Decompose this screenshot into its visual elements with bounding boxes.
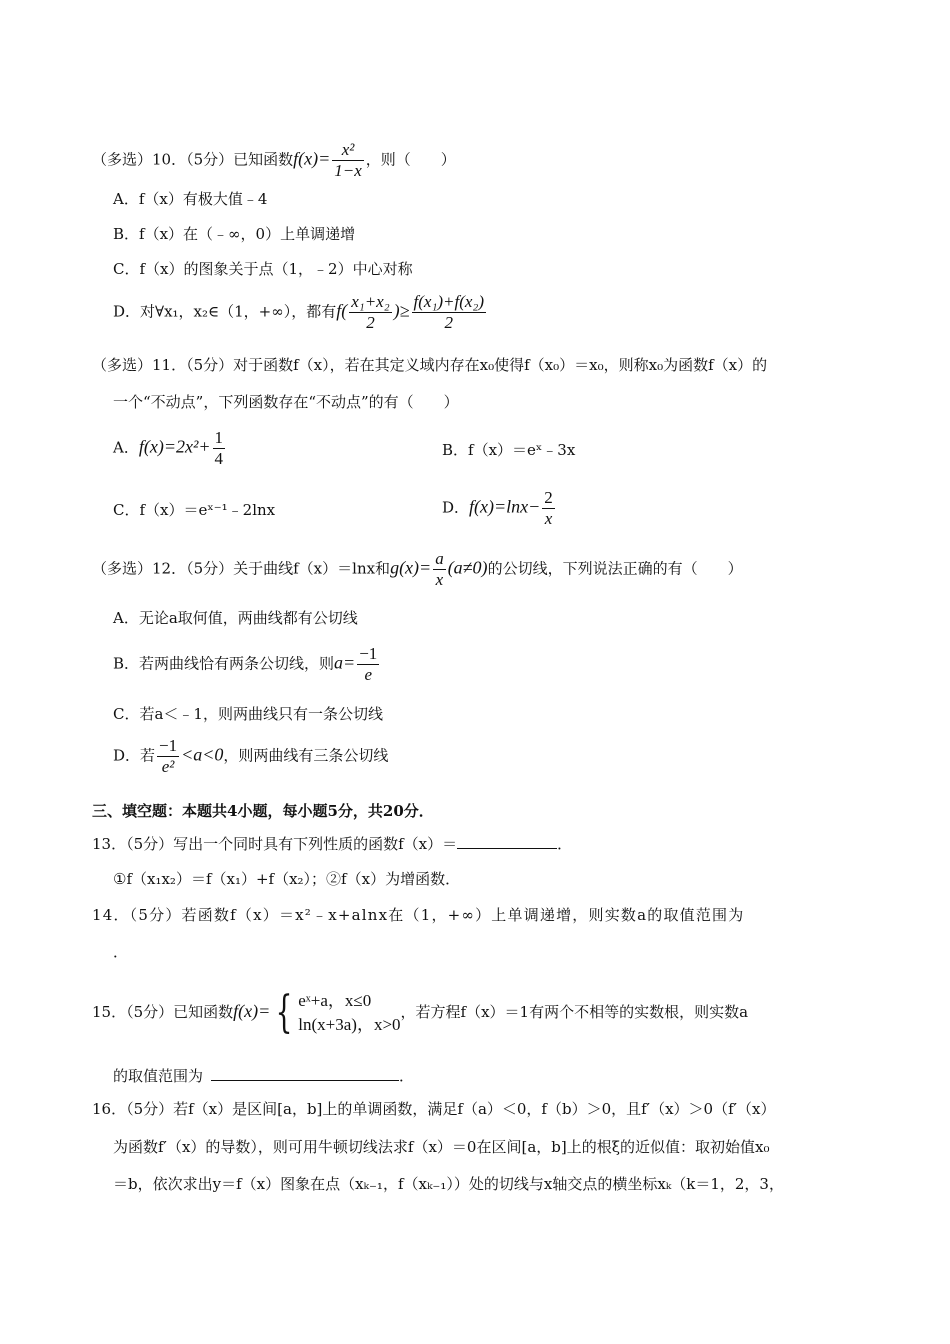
- section-3-heading: 三、填空题：本题共4小题，每小题5分，共20分．: [92, 802, 434, 820]
- q12-option-b-expr: a=: [334, 652, 356, 673]
- q15-suffix: ，若方程f（x）＝1有两个不相等的实数根，则实数a: [400, 1003, 749, 1021]
- q11-option-a: [113, 428, 227, 469]
- q10-option-b: B．f（x）在（﹣∞，0）上单调递增: [113, 225, 356, 243]
- q10-option-d-frac1: [349, 292, 391, 333]
- q10-prefix: （多选）10．（5分）已知函数: [92, 150, 294, 169]
- q16-line3: ＝b，依次求出y＝f（x）图象在点（xₖ₋₁，f（xₖ₋₁））处的切线与x轴交点的横坐标xₖ（k＝1，2，3，: [113, 1175, 784, 1193]
- q11-option-a-num: 1: [214, 428, 224, 447]
- q12-option-d-frac: [157, 736, 179, 777]
- q11-option-d-frac: [542, 488, 555, 529]
- q12-prefix: （多选）12．（5分）关于曲线f（x）＝lnx和: [92, 559, 391, 578]
- q11-option-d-den: x: [544, 509, 553, 528]
- q10-fraction: [332, 140, 364, 181]
- q15-end: ．: [399, 1067, 415, 1085]
- q12-stem: [92, 549, 743, 590]
- q15-case1: eˣ+a，x≤0: [298, 991, 372, 1010]
- q15-fx: f(x)=: [233, 1001, 271, 1021]
- q12-option-b-prefix: B．若两曲线恰有两条公切线，则: [113, 654, 335, 673]
- q11-option-d: [442, 488, 557, 529]
- q10-den: 1−x: [334, 161, 362, 180]
- q12-option-d-prefix: D．若: [113, 746, 156, 765]
- q12-option-b-den: e: [364, 665, 372, 684]
- q15-line2-text: 的取值范围为: [113, 1067, 204, 1085]
- q11-option-a-label: A．: [113, 438, 139, 457]
- q12-option-b: [113, 644, 381, 685]
- q12-option-d-suffix: ，则两曲线有三条公切线: [223, 746, 389, 765]
- q11-option-c: C．f（x）＝eˣ⁻¹﹣2lnx: [113, 501, 276, 519]
- q12-cond: (a≠0): [447, 557, 488, 578]
- q12-fraction: [433, 549, 446, 590]
- q16-line2: 为函数f′（x）的导数），则可用牛顿切线法求f（x）＝0在区间[a，b]上的根ξ的近似值：取初始值x₀: [113, 1138, 770, 1156]
- q13-text: 13．（5分）写出一个同时具有下列性质的函数f（x）＝: [92, 835, 458, 853]
- q10-option-d-frac2: [412, 292, 486, 333]
- q12-option-b-num: −1: [359, 644, 378, 663]
- q10-num: x²: [332, 140, 364, 161]
- q15-brace: {: [275, 987, 293, 1038]
- q10-option-d-prefix: D．对∀x₁，x₂∈（1，+∞），都有: [113, 302, 337, 321]
- q12-option-d-den: e²: [161, 757, 175, 776]
- q10-option-d: [113, 292, 488, 333]
- q12-option-d-num: −1: [159, 736, 178, 755]
- q14-stem-line2: ．: [113, 943, 129, 961]
- q15-stem: [92, 985, 748, 1037]
- q10-fx: f(x)=: [293, 148, 331, 169]
- q11-stem-line1: （多选）11．（5分）对于函数f（x），若在其定义域内存在x₀使得f（x₀）＝x₀，则称x₀为函数f（x）的: [92, 356, 768, 374]
- q16-line1: 16．（5分）若f（x）是区间[a，b]上的单调函数，满足f（a）＜0，f（b）＞0，且f′（x）＞0（f′（x）: [92, 1100, 776, 1118]
- q10-option-c: C．f（x）的图象关于点（1，﹣2）中心对称: [113, 260, 413, 278]
- q12-num: a: [435, 549, 444, 568]
- q10-stem: [92, 140, 456, 181]
- q12-option-c: C．若a＜﹣1，则两曲线只有一条公切线: [113, 705, 383, 723]
- q11-option-a-den: 4: [214, 449, 224, 468]
- q15-prefix: 15．（5分）已知函数: [92, 1003, 234, 1021]
- q10-option-d-f: f(: [336, 300, 348, 321]
- q11-option-a-expr: f(x)=2x²+: [138, 436, 211, 457]
- q11-option-a-frac: [213, 428, 226, 469]
- q15-line2: [113, 1066, 414, 1086]
- q12-option-d-expr: <a<0: [181, 744, 224, 765]
- q12-option-b-frac: [357, 644, 379, 685]
- q10-option-d-geq: )≥: [393, 300, 410, 321]
- q15-case2: ln(x+3a)，x>0: [298, 1015, 401, 1034]
- q10-option-a: A．f（x）有极大值﹣4: [113, 190, 268, 208]
- q10-option-d-num1: x₁+x₂: [351, 292, 390, 311]
- q13-end: ．: [557, 835, 573, 853]
- q10-option-d-num2: f(x₁)+f(x₂): [413, 292, 484, 311]
- q12-option-d: [113, 736, 388, 777]
- q12-gx: g(x)=: [390, 557, 432, 578]
- q10-option-d-den1: 2: [366, 313, 375, 332]
- q12-suffix: 的公切线，下列说法正确的有（ ）: [487, 559, 743, 578]
- q14-stem-line1: 14．（5分）若函数f（x）＝x²﹣x+alnx在（1，+∞）上单调递增，则实数a的取值范围为: [92, 906, 745, 924]
- q12-option-a: A．无论a取何值，两曲线都有公切线: [113, 609, 358, 627]
- q11-option-d-expr: f(x)=lnx−: [469, 496, 541, 517]
- q13-conditions: ①f（x₁x₂）＝f（x₁）+f（x₂）；②f（x）为增函数．: [113, 870, 461, 888]
- q11-option-d-label: D．: [442, 498, 470, 517]
- q15-cases: [298, 989, 400, 1037]
- q13-answer-blank[interactable]: [457, 834, 557, 849]
- q15-answer-blank[interactable]: [211, 1066, 399, 1081]
- q10-option-d-den2: 2: [444, 313, 453, 332]
- q10-suffix: ，则（ ）: [365, 150, 456, 169]
- q11-option-b: B．f（x）＝eˣ﹣3x: [442, 441, 576, 459]
- q11-option-d-num: 2: [544, 488, 553, 507]
- q11-stem-line2: 一个“不动点”，下列函数存在“不动点”的有（ ）: [113, 393, 459, 411]
- q12-den: x: [435, 570, 444, 589]
- q13-stem: [92, 834, 572, 854]
